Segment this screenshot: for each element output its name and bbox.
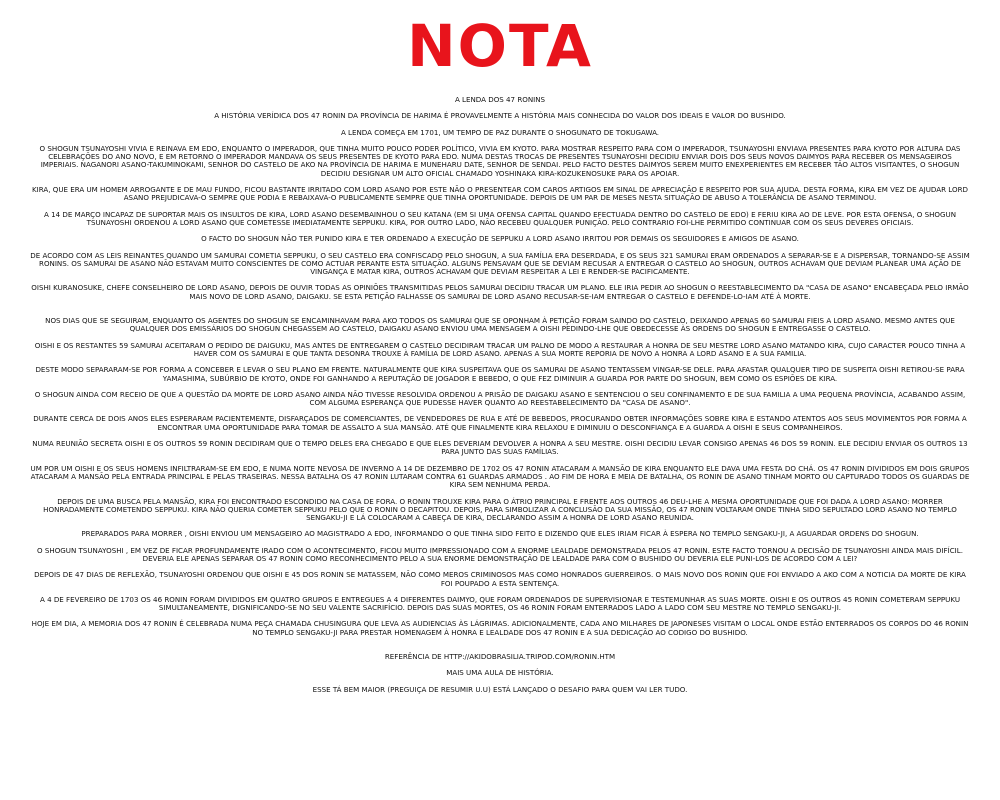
paragraph: NOS DIAS QUE SE SEGUIRAM, ENQUANTO OS AGENTES DO SHOGUN SE ENCAMINHAVAM PARA AKO TODOS OS SAMURAI QUE SE OPONHAM À PETIÇÃO FORAM SAINDO DO CASTELO, DEIXANDO APENAS 60 SAMURAI FIEIS A LORD ASANO. MESMO ANTES QUE QUALQUER DOS EMISSÁRIOS DO SHOGUN CHEGASSEM AO CASTELO, DAIGAKU ASANO ENVIOU UMA MENSAGEM A OISHI PEDINDO-LHE QUE OBEDECESSE ÀS ORDENS DO SHOGUN E ENTREGASSE O CASTELO. bbox=[45, 316, 955, 334]
paragraph: OISHI E OS RESTANTES 59 SAMURAI ACEITARAM O PEDIDO DE DAIGUKU, MAS ANTES DE ENTREGAREM O CASTELO DECIDIRAM TRACAR UM PALNO DE MODO A RESTAURAR A HONRA DE SEU MESTRE LORD ASANO MATANDO KIRA, CUJO CARACTER POUCO TINHA A HAVER COM OS SAMURAI E QUE TANTA DESONRA TROUXE À FAMÍLIA DE LORD ASANO. APENAS A SUA MORTE REPORIA DE NOVO A HONRA A LORD ASANO E A SUA FAMILIA. bbox=[34, 340, 966, 358]
paragraph: HOJE EM DIA, A MEMORIA DOS 47 RONIN É CELEBRADA NUMA PEÇA CHAMADA CHUSINGURA QUE LEVA AS AUDIENCIAS ÀS LÁGRIMAS. ADICIONALMENTE, CADA ANO MILHARES DE JAPONESES VISITAM O LOCAL ONDE ESTÃO ENTERRADOS OS CORPOS DO 46 RONIN NO TEMPLO SENGAKU-JI PARA PRESTAR HOMENAGEM À HONRA E LEALDADE DOS 47 RONIN E A SUA DEDICAÇÃO AO CODIGO DO BUSHIDO. bbox=[31, 619, 969, 637]
paragraph: O SHOGUN TSUNAYOSHI , EM VEZ DE FICAR PROFUNDAMENTE IRADO COM O ACONTECIMENTO, FICOU MUITO IMPRESSIONADO COM A ENORME LEALDADE DEMONSTRADA PELOS 47 RONIN. ESTE FACTO TORNOU A DECISÃO DE TSUNAYOSHI AINDA MAIS DIFÍCIL. DEVERIA ELE APENAS SEPARAR OS 47 RONIN COMO RECONHECIMENTO PELO A SUA ENORME DEMONSTRAÇÃO DE LEALDADE PARA COM O BUSHIDO OU DEVERIA ELE PUNI-LOS DE ACORDO COM A LEI? bbox=[37, 545, 963, 563]
paragraph: A LENDA COMEÇA EM 1701, UM TEMPO DE PAZ DURANTE O SHOGUNATO DE TOKUGAWA. bbox=[340, 127, 660, 137]
article-body bbox=[30, 96, 970, 694]
paragraph: DURANTE CERCA DE DOIS ANOS ELES ESPERARAM PACIENTEMENTE, DISFARÇADOS DE COMERCIANTES, DE VENDEDORES DE RUA E ATÉ DE BEBEDOS, PROCURANDO OBTER INFORMAÇÕES SOBRE KIRA E ESTANDO ATENTOS AOS SEUS MOVIMENTOS POR FORMA A ENCONTRAR UMA OPORTUNIDADE PARA TOMAR DE ASSALTO A SUA MANSÃO. ATÉ QUE FINALMENTE KIRA RELAXOU E DIMINUIU O DESCONFIANÇA E A GUARDA A OISHI E SEUS COMPANHEIROS. bbox=[33, 414, 967, 432]
paragraph: KIRA, QUE ERA UM HOMEM ARROGANTE E DE MAU FUNDO, FICOU BASTANTE IRRITADO COM LORD ASANO POR ESTE NÃO O PRESENTEAR COM CAROS ARTIGOS EM SINAL DE APRECIAÇÃO E RESPEITO POR SUA AJUDA. DESTA FORMA, KIRA EM VEZ DE AJUDAR LORD ASANO PREJUDICAVA-O SEMPRE QUE PODIA E REBAIXAVA-O PUBLICAMENTE SEMPRE QUE TINHA OPORTUNIDADE. DEPOIS DE UM PAR DE MESES NESTA SITUAÇÃO DE ABUSO A TOLERÂNCIA DE ASANO TERMINOU. bbox=[31, 185, 968, 203]
paragraph: A HISTÓRIA VERÍDICA DOS 47 RONIN DA PROVÍNCIA DE HARIMA É PROVAVELMENTE A HISTÓRIA MAIS CONHECIDA DO VALOR DOS IDEAIS E VALOR DO BUSHIDO. bbox=[214, 111, 786, 121]
paragraph: A 4 DE FEVEREIRO DE 1703 OS 46 RONIN FORAM DIVIDIDOS EM QUATRO GRUPOS E ENTREGUES A 4 DIFERENTES DAIMYO, QUE FORAM ORDENADOS DE SUPERVISIONAR E TESTEMUNHAR AS SUAS MORTE. OISHI E OS OUTROS 45 RONIN COMETERAM SEPPUKU SIMULTANEAMENTE, DIGNIFICANDO-SE NO SEU VALENTE SACRIFÍCIO. DEPOIS DAS SUAS MORTES, OS 46 RONIN FORAM ENTERRADOS LADO A LADO COM SEU MESTRE NO TEMPLO SENGAKU-JI. bbox=[39, 594, 961, 613]
paragraph: O SHOGUN AINDA COM RECEIO DE QUE A QUESTÃO DA MORTE DE LORD ASANO AINDA NÃO TIVESSE RESOLVIDA ORDENOU A PRISÃO DE DAIGAKU ASANO E SENTENCIOU O SEU CONFINAMENTO E DE SUA FAMILIA A UMA PEQUENA PROVÍNCIA, ACABANDO ASSIM, COM ALGUMA ESPERANÇA QUE PUDESSE HAVER QUANTO AO REESTABELECIMENTO DA "CASA DE ASANO". bbox=[34, 389, 966, 408]
closing-note: ESSE TÁ BEM MAIOR (PREGUIÇA DE RESUMIR U.U) ESTÁ LANÇADO O DESAFIO PARA QUEM VAI LER TUDO. bbox=[312, 684, 688, 694]
paragraph: UM POR UM OISHI E OS SEUS HOMENS INFILTRARAM-SE EM EDO, E NUMA NOITE NEVOSA DE INVERNO A 14 DE DEZEMBRO DE 1702 OS 47 RONIN ATACARAM A MANSÃO DE KIRA ENQUANTO ELE DAVA UMA FESTA DO CHÁ. OS 47 RONIN DIVIDIDOS EM DOIS GRUPOS ATACARAM A MANSÃO PELA ENTRADA PRINCIPAL E PELAS TRASEIRAS. NESSA BATALHA OS 47 RONIN LUTARAM CONTRA 61 GUARDAS ARMADOS . AO FIM DE HORA E MEIA DE BATALHA, OS RONIN DE ASANO TINHAM MORTO OU CAPTURADO TODOS OS GUARDAS DE KIRA SEM NENHUMA PERDA. bbox=[30, 463, 970, 490]
article-heading: A LENDA DOS 47 RONINS bbox=[454, 95, 546, 104]
paragraph: A 14 DE MARÇO INCAPAZ DE SUPORTAR MAIS OS INSULTOS DE KIRA, LORD ASANO DESEMBAINHOU O SEU KATANA (EM SI UMA OFENSA CAPITAL QUANDO EFECTUADA DENTRO DO CASTELO DE EDO) E FERIU KIRA AO DE LEVE. POR ESTA OFENSA, O SHOGUN TSUNAYOSHI ORDENOU A LORD ASANO QUE COMETESSE IMEDIATAMENTE SEPPUKU. KIRA, POR OUTRO LADO, NÃO RECEBEU QUALQUER PUNIÇÃO. PELO CONTRARIO FOI-LHE PERMITIDO CONTINUAR COM OS SEUS DEVERES OFICIAIS. bbox=[43, 209, 956, 227]
paragraph: OISHI KURANOSUKE, CHEFE CONSELHEIRO DE LORD ASANO, DEPOIS DE OUVIR TODAS AS OPINIÕES TRANSMITIDAS PELOS SAMURAI DECIDIU TRACAR UM PLANO. ELE IRIA PEDIR AO SHOGUN O REESTABLECIMENTO DA "CASA DE ASANO" ENCABEÇADA PELO IRMÃO MAIS NOVO DE LORD ASANO, DAIGAKU. SE ESTA PETIÇÃO FALHASSE OS SAMURAI DE LORD ASANO RECUSAR-SE-IAM ENTREGAR O CASTELO E DEFENDE-LO-IAM ATÉ À MORTE. bbox=[31, 283, 969, 301]
paragraph: O FACTO DO SHOGUN NÃO TER PUNIDO KIRA E TER ORDENADO A EXECUÇÃO DE SEPPUKU A LORD ASANO IRRITOU POR DEMAIS OS SEGUIDORES E AMIGOS DE ASANO. bbox=[201, 234, 799, 244]
paragraph: O SHOGUN TSUNAYOSHI VIVIA E REINAVA EM EDO, ENQUANTO O IMPERADOR, QUE TINHA MUITO POUCO PODER POLÍTICO, VIVIA EM KYOTO. PARA MOSTRAR RESPEITO PARA COM O IMPERADOR, TSUNAYOSHI ENVIAVA PRESENTES PARA KYOTO POR ALTURA DAS CELEBRAÇÕES DO ANO NOVO, E EM RETORNO O IMPERADOR MANDAVA OS SEUS PRESENTES DE KYOTO PARA EDO. NUMA DESTAS TROCAS DE PRESENTES TSUNAYOSHI DECIDIU ENVIAR DOIS DOS SEUS NOVOS DAIMYOS PARA RECEBER OS MENSAGEIROS IMPERIAIS. NAGANORI ASANO-TAKUMINOKAMI, SENHOR DO CASTELO DE AKO NA PROVÍNCIA DE HARIMA E MUNEHARU DATE, SENHOR DE SENDAI. PELO FACTO DESTES DAIMYOS SEREM MUITO ENEXPERIENTES EM RECEBER TÃO ALTOS VISITANTES, O SHOGUN DECIDIU DESIGNAR UM ALTO OFICIAL CHAMADO YOSHINAKA KIRA-KOZUKENOSUKE PARA OS APOIAR. bbox=[39, 143, 961, 178]
paragraph: PREPARADOS PARA MORRER , OISHI ENVIOU UM MENSAGEIRO AO MAGISTRADO A EDO, INFORMANDO O QUE TINHA SIDO FEITO E DIZENDO QUE ELES IRIAM FICAR À ESPERA NO TEMPLO SENGAKU-JI, A AGUARDAR ORDENS DO SHOGUN. bbox=[81, 529, 919, 539]
closing-note: MAIS UMA AULA DE HISTÓRIA. bbox=[446, 668, 554, 678]
paragraph: DESTE MODO SEPARARAM-SE POR FORMA A CONCEBER E LEVAR O SEU PLANO EM FRENTE. NATURALMENTE QUE KIRA SUSPEITAVA QUE OS SAMURAI DE ASANO TENTASSEM VINGAR-SE DELE. PARA AFASTAR QUALQUER TIPO DE SUSPEITA OISHI RETIROU-SE PARA YAMASHIMA, SUBÚRBIO DE KYOTO, ONDE FOI GANHANDO A REPUTAÇÃO DE JOGADOR E BEBEDO, O QUE FEZ DIMINUIR A GUARDA POR PARTE DO SHOGUN, BEM COMO OS ESPIÕES DE KIRA. bbox=[35, 365, 965, 383]
paragraph: NUMA REUNIÃO SECRETA OISHI E OS OUTROS 59 RONIN DECIDIRAM QUE O TEMPO DELES ERA CHEGADO E QUE ELES DEVERIAM DEVOLVER A HONRA A SEU MESTRE. OISHI DECIDIU LEVAR CONSIGO APENAS 46 DOS 59 RONIN. ELE DECIDIU ENVIAR OS OUTROS 13 PARA JUNTO DAS SUAS FAMÍLIAS. bbox=[32, 439, 968, 457]
paragraph: DEPOIS DE UMA BUSCA PELA MANSÃO, KIRA FOI ENCONTRADO ESCONDIDO NA CASA DE FORA. O RONIN TROUXE KIRA PARA O ÁTRIO PRINCIPAL E FRENTE AOS OUTROS 46 DEU-LHE A MESMA OPORTUNIDADE QUE FOI DADA A LORD ASANO: MORRER HONRADAMENTE COMETENDO SEPPUKU. KIRA NÃO QUERIA COMETER SEPPUKU PELO QUE O RONIN O DECAPITOU. DEPOIS, PARA SIMBOLIZAR A CONCLUSÃO DA SUA MISSÃO, OS 47 RONIN VOLTARAM ONDE TINHA SIDO SEPULTADO LORD ASANO NO TEMPLO SENGAKU-JI E LÁ COLOCARAM A CABEÇA DE KIRA, DECLARANDO ASSIM A HONRA DE LORD ASANO REUNIDA. bbox=[43, 496, 957, 523]
page-title: NOTA bbox=[407, 12, 593, 80]
paragraph: DEPOIS DE 47 DIAS DE REFLEXÃO, TSUNAYOSHI ORDENOU QUE OISHI E 45 DOS RONIN SE MATASSEM, NÃO COMO MEROS CRIMINOSOS MAS COMO HONRADOS GUERREIROS. O MAIS NOVO DOS RONIN QUE FOI ENVIADO A AKO COM A NOTICIA DA MORTE DE KIRA FOI POUPADO A ESTA SENTENÇA. bbox=[34, 570, 966, 588]
reference-link: REFERÊNCIA DE HTTP://AKIDOBRASILIA.TRIPOD.COM/RONIN.HTM bbox=[384, 652, 616, 662]
paragraph: DE ACORDO COM AS LEIS REINANTES QUANDO UM SAMURAI COMETIA SEPPUKU, O SEU CASTELO ERA CONFISCADO PELO SHOGUN, A SUA FAMÍLIA ERA DESERDADA, E OS SEUS 321 SAMURAI ERAM ORDENADOS A SEPARAR-SE E A DISPERSAR, TORNANDO-SE ASSIM RONINS. OS SAMURAI DE ASANO NÃO ESTAVAM MUITO CONSCIENTES DE COMO ACTUAR PERANTE ESTA SITUAÇÃO. ALGUNS PENSAVAM QUE SE DEVIAM RECUSAR A ENTREGAR O CASTELO AO SHOGUN, OUTROS ACHAVAM QUE DEVIAM PLANEAR UMA AÇÃO DE VINGANÇA E MATAR KIRA, OUTROS ACHAVAM QUE DEVIAM RESPEITAR A LEI E RENDER-SE PACIFICAMENTE. bbox=[30, 250, 970, 277]
